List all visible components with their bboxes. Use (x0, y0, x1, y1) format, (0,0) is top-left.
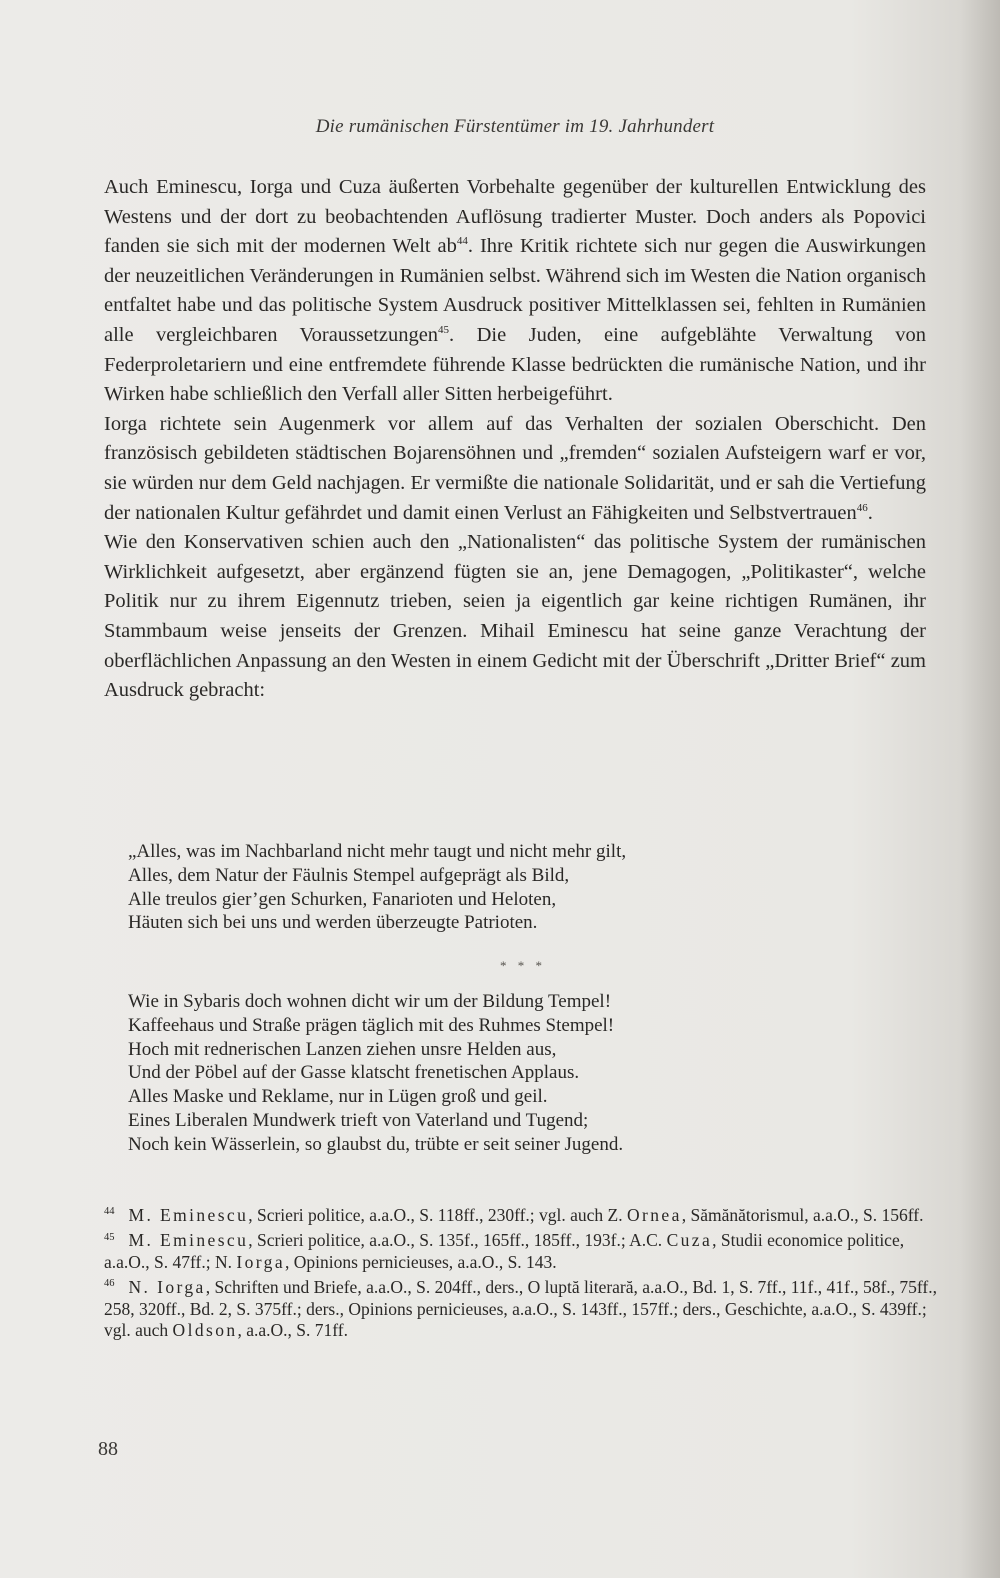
poem-line: Eines Liberalen Mundwerk trieft von Vaterland und Tugend; (128, 1109, 589, 1131)
footnote-ref: 46 (856, 501, 868, 514)
poem-line: Alles Maske und Reklame, nur in Lügen groß und geil. (128, 1086, 548, 1108)
main-text (104, 173, 926, 706)
footnote-author: M. Eminescu (128, 1205, 249, 1225)
poem-line: „Alles, was im Nachbarland nicht mehr taugt und nicht mehr gilt, (128, 841, 627, 862)
paragraph (104, 410, 926, 528)
running-header: Die rumänischen Fürstentümer im 19. Jahrhundert (315, 116, 715, 137)
footnote-text: , Scrieri politice, a.a.O., S. 118ff., 230ff.; vgl. auch Z. (248, 1205, 627, 1225)
footnote-text: , Sămănătorismul, a.a.O., S. 156ff. (681, 1205, 924, 1225)
footnote-text: , Schriften und Briefe, a.a.O., S. 204ff., ders., O luptă literară, a.a.O., Bd. 1, S. 7ff., 11f., 41f., 58f., 75ff., 258, 320ff., Bd. 2, S. 375ff.; ders., Opinions pernicieuses, a.a.O., S. 143ff., 157ff.; ders., Geschichte, a.a.O., S. 439ff.; vgl. auch (104, 1277, 937, 1341)
footnote (104, 1277, 944, 1341)
poem-line: Alle treulos gier’gen Schurken, Fanarioten und Heloten, (128, 888, 557, 910)
footnote-author: Oldson (172, 1320, 238, 1341)
poem-line: Kaffeehaus und Straße prägen täglich mit des Ruhmes Stempel! (128, 1014, 615, 1036)
poem-line: Hoch mit rednerischen Lanzen ziehen unsre Helden aus, (128, 1038, 557, 1060)
footnote-ref: 45 (438, 324, 450, 337)
footnote-author: N. Iorga (128, 1277, 206, 1298)
footnote-text: , a.a.O., S. 71ff. (237, 1320, 348, 1341)
poem-stanza (128, 990, 888, 1157)
paragraph-text: . Ihre Kritik richtete sich nur gegen die Auswirkungen der neuzeitlichen Veränderungen in Rumänien selbst. Während sich im Westen die Nation organisch entfaltet habe und das politische System Ausdruck positiver Mittelklassen sei, fehlten in Rumänien alle vergleichbaren Voraussetzungen (104, 235, 926, 346)
footnote-author: M. Eminescu (128, 1230, 249, 1251)
poem-line: Alles, dem Natur der Fäulnis Stempel aufgeprägt als Bild, (128, 864, 570, 886)
footnote (104, 1230, 944, 1273)
footnotes (104, 1205, 944, 1345)
poem-line: Häuten sich bei uns und werden überzeugte Patrioten. (128, 912, 538, 934)
footnote (104, 1205, 944, 1226)
footnote-author: Cuza (666, 1230, 713, 1251)
paragraph-text: . Die Juden, eine aufgeblähte Verwaltung von Federproletariern und eine entfremdete führende Klasse bedrückten die rumänische Nation, und ihr Wirken habe schließlich den Verfall aller Sitten herbeigeführt. (104, 323, 926, 406)
paragraph-text: Iorga richtete sein Augenmerk vor allem auf das Verhalten der sozialen Oberschicht. Den französisch gebildeten städtischen Bojarensöhnen und „fremden“ sozialen Aufsteigern warf er vor, sie würden nur dem Geld nachjagen. Er vermißte die nationale Solidarität, und er sah die Vertiefung der nationalen Kultur gefährdet und damit einen Verlust an Fähigkeiten und Selbstvertrauen (104, 412, 926, 524)
footnote-ref: 44 (456, 235, 468, 248)
stanza-separator: * * * (500, 958, 546, 973)
paragraph (104, 173, 926, 410)
poem-stanza (128, 840, 888, 935)
footnote-text: , Studii economice politice, a.a.O., S. 47ff.; N. (104, 1230, 905, 1272)
paragraph-text: Auch Eminescu, Iorga und Cuza äußerten Vorbehalte gegenüber der kulturellen Entwicklung des Westens und der dort zu beobachtenden Auflösung tradierter Muster. Doch anders als Popovici fanden sie sich mit der modernen Welt ab (104, 176, 926, 258)
page-number: 88 (98, 1438, 118, 1460)
footnote-text: , Opinions pernicieuses, a.a.O., S. 143. (284, 1251, 557, 1272)
paragraph-text: . (867, 501, 873, 524)
poem-line: Noch kein Wässerlein, so glaubst du, trübte er seit seiner Jugend. (128, 1133, 624, 1155)
paragraph: Wie den Konservativen schien auch den „Nationalisten“ das politische System der rumänischen Wirklichkeit aufgesetzt, aber ergänzend fügten sie an, jene Demagogen, „Politikaster“, welche Politik nur zu ihrem Eigennutz trieben, seien ja eigentlich gar keine richtigen Rumänen, ihr Stammbaum weise jenseits der Grenzen. Mihail Eminescu hat seine ganze Verachtung der oberflächlichen Anpassung an den Westen in einem Gedicht mit der Überschrift „Dritter Brief“ zum Ausdruck gebracht: (104, 531, 926, 702)
footnote-author: Iorga (236, 1251, 285, 1272)
poem-line: Wie in Sybaris doch wohnen dicht wir um der Bildung Tempel! (128, 991, 612, 1012)
footnote-number: 46 (104, 1278, 115, 1290)
footnote-number: 45 (104, 1231, 115, 1243)
footnote-text: , Scrieri politice, a.a.O., S. 135f., 165ff., 185ff., 193f.; A.C. (248, 1230, 667, 1251)
footnote-author: Ornea (627, 1205, 682, 1225)
footnote-number: 44 (104, 1206, 115, 1218)
poem-line: Und der Pöbel auf der Gasse klatscht frenetischen Applaus. (128, 1062, 580, 1084)
